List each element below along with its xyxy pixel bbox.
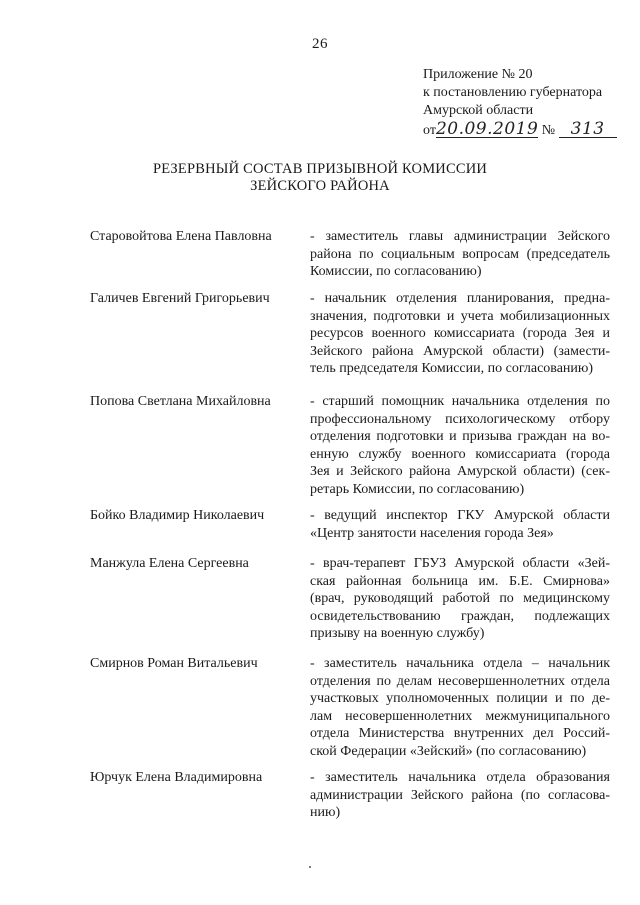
- role-line: отдела Министерства внутренних дел Россий-: [310, 726, 610, 741]
- number-prefix: №: [541, 123, 556, 138]
- role-line: нию): [310, 805, 341, 820]
- title-line-2: ЗЕЙСКОГО РАЙОНА: [250, 178, 390, 194]
- role-line: профессиональному психологическому отбору: [310, 411, 610, 427]
- member-role: [310, 655, 610, 760]
- member-role: [310, 393, 610, 498]
- role-line: значения, подготовки и учета мобилизационных: [310, 308, 610, 324]
- role-line: - заместитель начальника отдела образования: [310, 770, 610, 785]
- role-line: - старший помощник начальника отделения по: [310, 394, 610, 409]
- member-entry: [90, 507, 618, 555]
- role-line: ретарь Комиссии, по согласованию): [310, 481, 525, 497]
- handwritten-date: 20.09.2019: [435, 119, 539, 139]
- role-line: - начальник отделения планирования, предна-: [310, 291, 610, 306]
- member-role: [310, 555, 610, 643]
- role-line: освидетельствованию граждан, подлежащих: [310, 608, 610, 624]
- role-line: Зея и Зейского района Амурской области) (сек-: [310, 464, 610, 479]
- role-line: участковых уполномоченных полиции и по де-: [310, 691, 610, 706]
- member-role: [310, 228, 610, 281]
- role-line: призыву на военную службу): [310, 626, 485, 641]
- role-line: администрации Зейского района (по согласова-: [310, 787, 610, 803]
- member-entry: [90, 393, 618, 507]
- role-line: ская районная больница им. Б.Е. Смирнова»: [310, 573, 610, 589]
- member-name: Галичев Евгений Григорьевич: [90, 291, 270, 306]
- role-line: района по социальным вопросам (председатель: [310, 246, 610, 262]
- role-line: «Центр занятости населения города Зея»: [310, 525, 554, 541]
- member-name: Смирнов Роман Витальевич: [90, 656, 258, 671]
- appendix-line-2: к постановлению губернатора: [423, 85, 603, 100]
- role-line: - врач-терапевт ГБУЗ Амурской области «Зей-: [310, 556, 610, 571]
- member-name: Юрчук Елена Владимировна: [90, 770, 263, 785]
- role-line: ресурсов военного комиссариата (города Зея и: [310, 326, 610, 341]
- role-line: (врач, руководящий работой по медицинскому: [310, 591, 610, 606]
- member-entry: [90, 555, 618, 655]
- member-name: Попова Светлана Михайловна: [90, 394, 271, 409]
- role-line: отделения по делам несовершеннолетних отдела: [310, 673, 610, 689]
- member-entry: [90, 290, 618, 393]
- member-entry: [90, 655, 618, 769]
- page-number: 26: [312, 36, 328, 52]
- member-name: Манжула Елена Сергеевна: [90, 556, 249, 571]
- role-line: Зейского района Амурской области) (замести-: [310, 343, 610, 359]
- member-name: Бойко Владимир Николаевич: [90, 508, 265, 523]
- role-line: лам несовершеннолетних межмуниципального: [310, 708, 610, 724]
- member-entry: [90, 228, 618, 290]
- appendix-date-line: [423, 121, 623, 140]
- member-role: [310, 769, 610, 822]
- scan-speck: [309, 866, 311, 868]
- member-entry: [90, 769, 618, 829]
- appendix-block: [423, 66, 623, 140]
- member-role: [310, 290, 610, 378]
- role-line: - ведущий инспектор ГКУ Амурской области: [310, 508, 610, 523]
- appendix-line-3: Амурской области: [423, 103, 534, 118]
- role-line: - заместитель начальника отдела – начальник: [310, 656, 610, 671]
- handwritten-number: 313: [559, 121, 617, 138]
- role-line: - заместитель главы администрации Зейского: [310, 229, 610, 244]
- document-title: [0, 161, 640, 195]
- role-line: тель председателя Комиссии, по согласованию): [310, 361, 594, 376]
- date-prefix: от: [423, 123, 436, 138]
- title-line-1: РЕЗЕРВНЫЙ СОСТАВ ПРИЗЫВНОЙ КОМИССИИ: [152, 161, 488, 177]
- role-line: ской Федерации «Зейский» (по согласованию): [310, 743, 587, 759]
- member-name: Старовойтова Елена Павловна: [90, 229, 272, 244]
- members-list: [90, 228, 618, 829]
- role-line: Комиссии, по согласованию): [310, 264, 482, 279]
- member-role: [310, 507, 610, 542]
- role-line: отделения подготовки и призыва граждан на во-: [310, 429, 610, 444]
- appendix-line-1: Приложение № 20: [423, 67, 533, 82]
- role-line: енную службу военного комиссариата (города: [310, 446, 610, 462]
